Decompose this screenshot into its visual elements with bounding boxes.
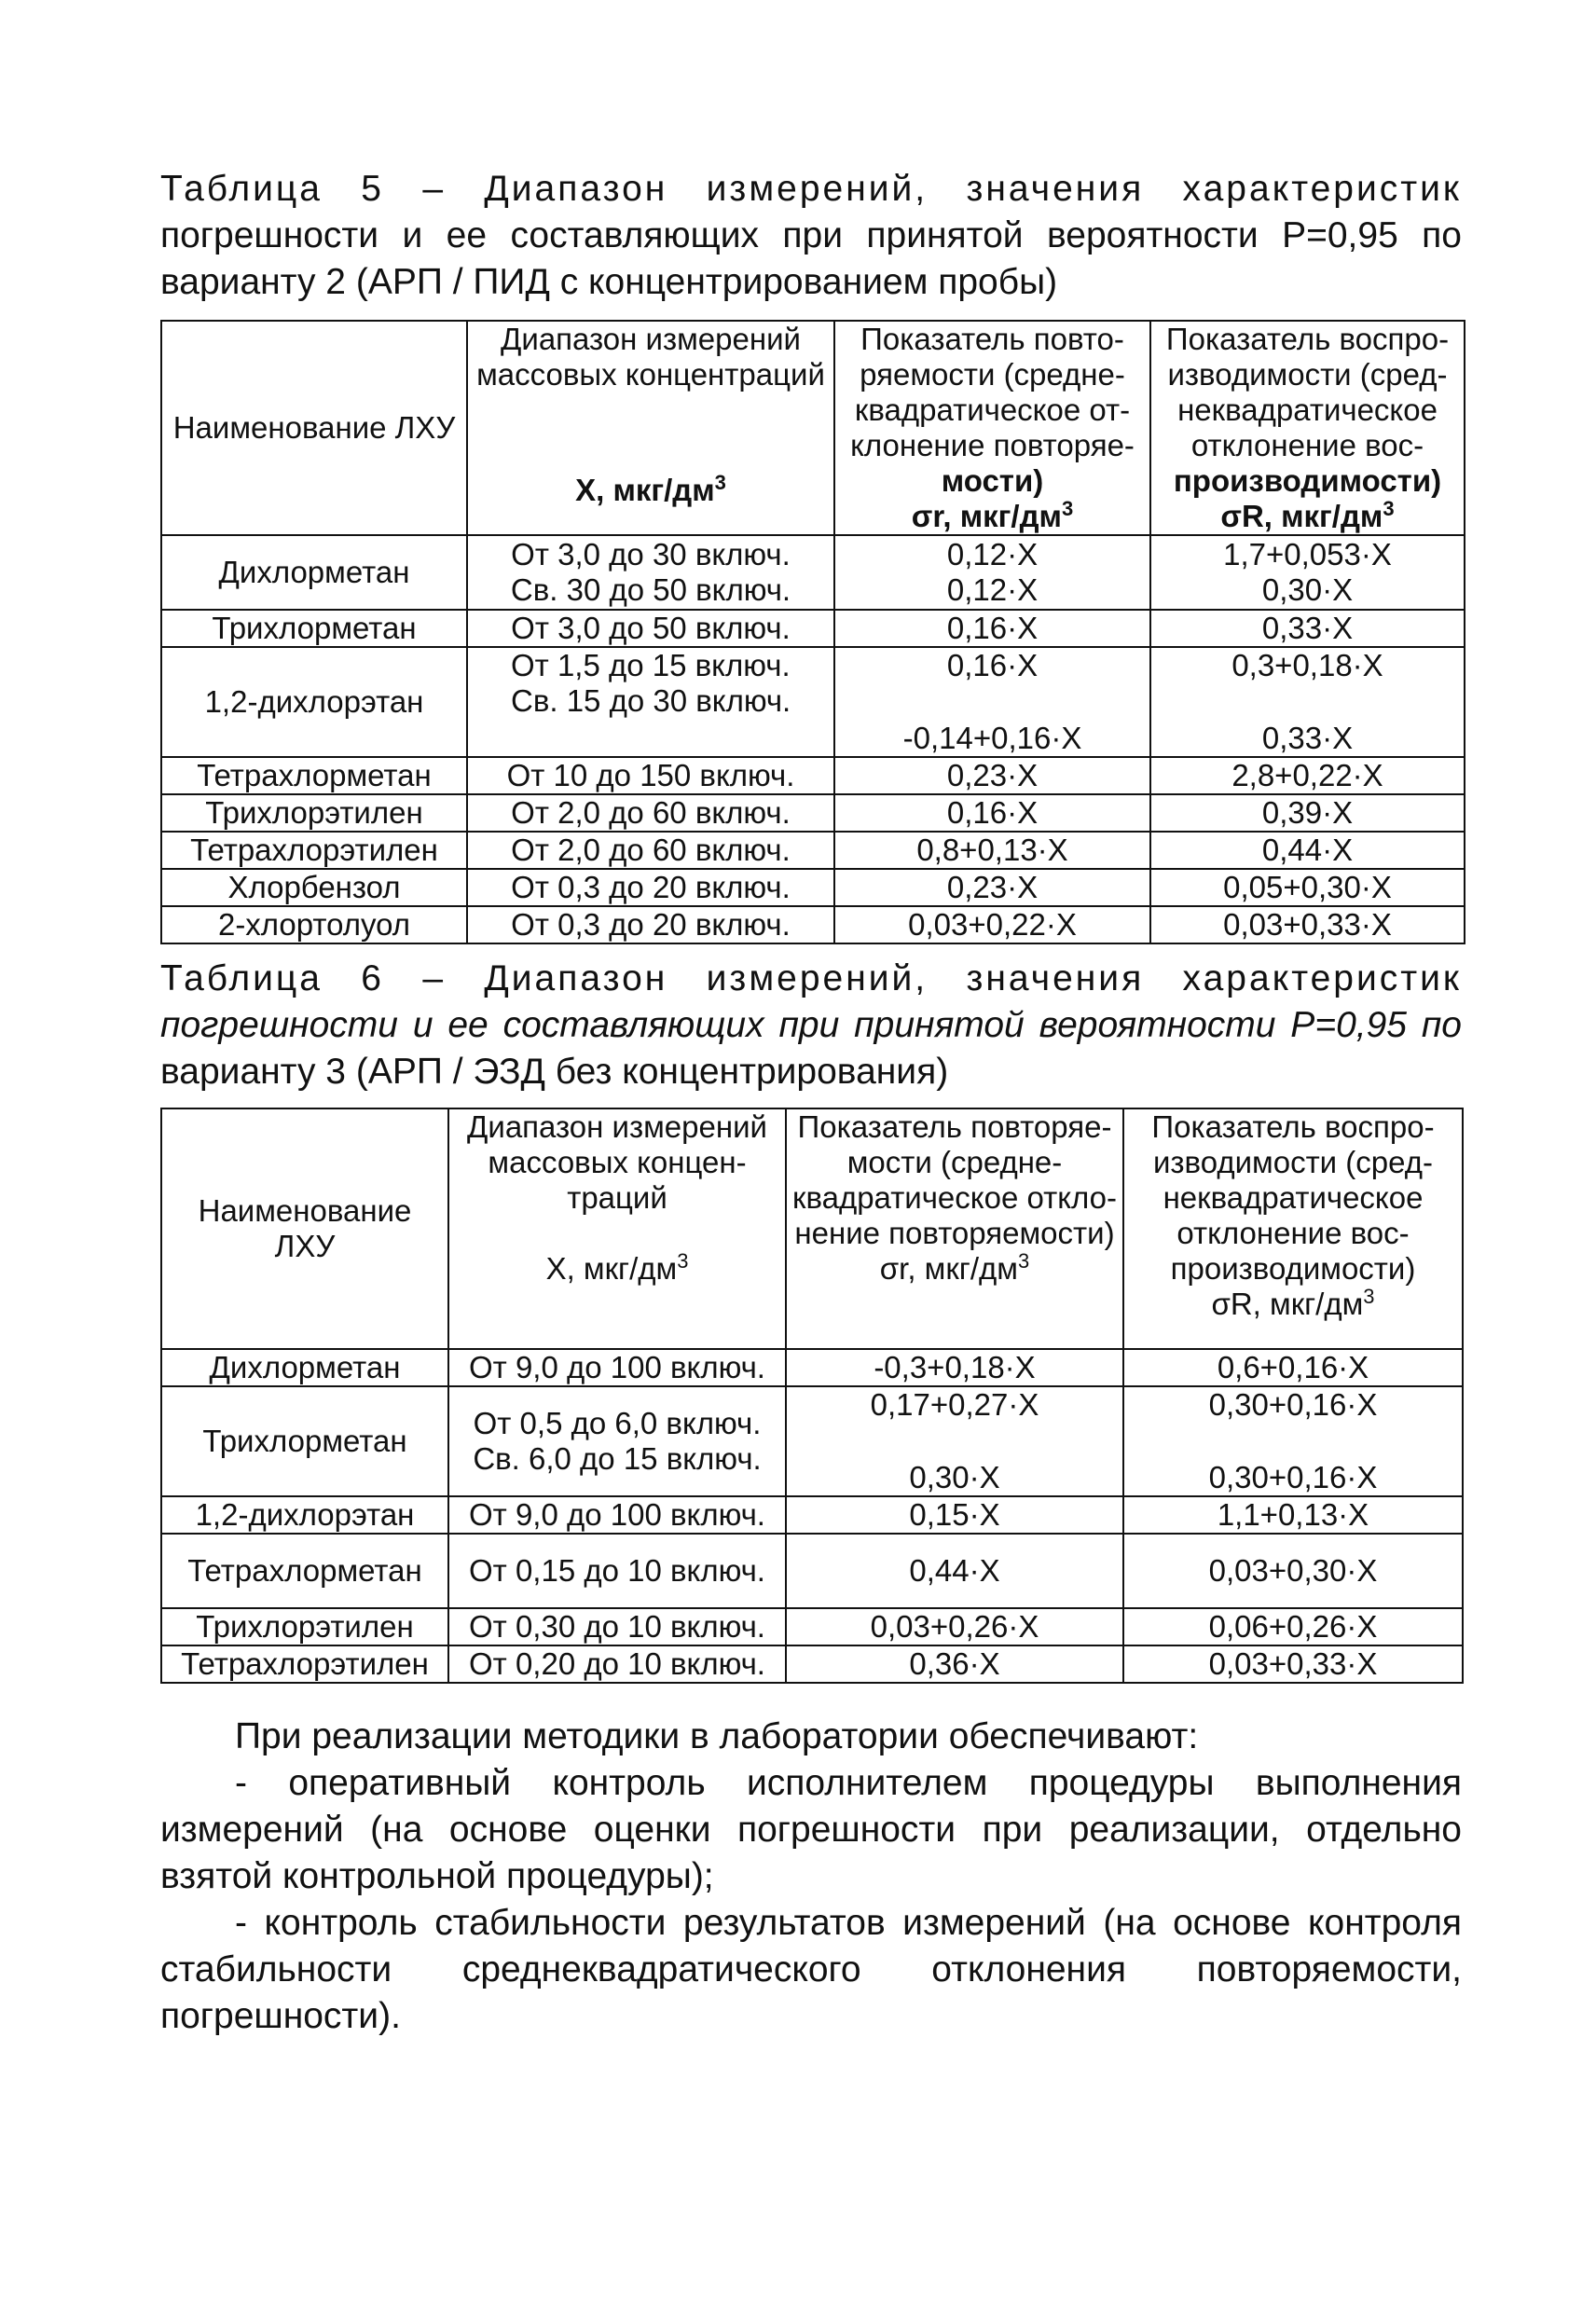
table5-caption-line-1: Таблица 5 – Диапазон измерений, значения характеристик — [160, 169, 1462, 209]
table6-r4-repeat: 0,44·X — [786, 1534, 1123, 1608]
header-line: Показатель повторяе- — [797, 1109, 1112, 1144]
table-row — [161, 869, 1465, 906]
table5-r8-range: От 0,3 до 20 включ. — [467, 906, 834, 943]
table5-r6-name: Тетрахлорэтилен — [161, 832, 467, 869]
table-row — [161, 1608, 1463, 1645]
cell-line: Св. 30 до 50 включ. — [510, 572, 791, 607]
cell-line: 0,30+0,16·X — [1208, 1460, 1378, 1494]
table5-r4-name: Тетрахлорметан — [161, 757, 467, 794]
header-unit-text: σR, мкг/дм — [1220, 499, 1383, 533]
table6-r1-name: Дихлорметан — [161, 1349, 448, 1386]
table6-caption-line-3: варианту 3 (АРП / ЭЗД без концентрирования) — [160, 1052, 949, 1092]
header-line: мости) — [941, 463, 1044, 498]
item1-line-1: - оперативный контроль исполнителем процедуры выполнения — [235, 1763, 1462, 1803]
spacer — [1155, 683, 1460, 721]
unit-exponent: 3 — [1061, 497, 1074, 520]
table6-header-name — [161, 1108, 448, 1349]
table5-r1-repeat — [834, 535, 1150, 610]
table5-header-row — [161, 321, 1465, 535]
table6-r6-reprod: 0,03+0,33·X — [1123, 1645, 1463, 1683]
table-row — [161, 647, 1465, 757]
table5-caption-line-2: погрешности и ее составляющих при принятой вероятности Р=0,95 по — [160, 215, 1462, 255]
table6-r3-reprod: 1,1+0,13·X — [1123, 1496, 1463, 1534]
table5-r7-name: Хлорбензол — [161, 869, 467, 906]
table5-r3-reprod — [1150, 647, 1465, 757]
header-line: мости (средне- — [846, 1145, 1063, 1179]
spacer — [839, 683, 1146, 721]
header-unit-text: σr, мкг/дм — [911, 499, 1062, 533]
header-line: изводимости (сред- — [1152, 1145, 1433, 1179]
table6-header-repeat — [786, 1108, 1123, 1349]
table5-r3-name: 1,2-дихлорэтан — [161, 647, 467, 757]
table6-r4-range: От 0,15 до 10 включ. — [448, 1534, 786, 1608]
header-line: квадратическое откло- — [792, 1180, 1117, 1215]
table6-header-reprod — [1123, 1108, 1463, 1349]
table6-r4-reprod: 0,03+0,30·X — [1123, 1534, 1463, 1608]
header-line: Показатель воспро- — [1165, 322, 1450, 356]
header-line: Диапазон измерений — [467, 1109, 767, 1144]
cell-line: 0,17+0,27·X — [870, 1387, 1039, 1422]
header-line: отклонение вос- — [1176, 1216, 1410, 1250]
table5-r2-repeat: 0,16·X — [834, 610, 1150, 647]
table5-r2-name: Трихлорметан — [161, 610, 467, 647]
spacer — [1128, 1423, 1458, 1460]
item2-line-3: погрешности). — [160, 1996, 401, 2036]
table-row — [161, 1349, 1463, 1386]
table6-caption-line-2: погрешности и ее составляющих при принятой вероятности Р=0,95 по — [160, 1005, 1462, 1045]
table6-r5-reprod: 0,06+0,26·X — [1123, 1608, 1463, 1645]
header-unit-text: σr, мкг/дм — [879, 1251, 1018, 1286]
table6-caption-line-1: Таблица 6 – Диапазон измерений, значения характеристик — [160, 958, 1462, 998]
table5-r2-reprod: 0,33·X — [1150, 610, 1465, 647]
table6-r5-range: От 0,30 до 10 включ. — [448, 1608, 786, 1645]
table5-r7-range: От 0,3 до 20 включ. — [467, 869, 834, 906]
table-row — [161, 1496, 1463, 1534]
header-line: нение повторяемости) — [794, 1216, 1115, 1250]
table5-r3-range — [467, 647, 834, 757]
table5-r2-range: От 3,0 до 50 включ. — [467, 610, 834, 647]
table5-r6-repeat: 0,8+0,13·X — [834, 832, 1150, 869]
table6-r1-range: От 9,0 до 100 включ. — [448, 1349, 786, 1386]
header-unit-line — [453, 1251, 781, 1287]
table5-r7-repeat: 0,23·X — [834, 869, 1150, 906]
table5-header-range — [467, 321, 834, 535]
header-unit-line — [791, 1251, 1119, 1287]
table6-r5-repeat: 0,03+0,26·X — [786, 1608, 1123, 1645]
table6-r6-name: Тетрахлорэтилен — [161, 1645, 448, 1683]
table5-r5-name: Трихлорэтилен — [161, 794, 467, 832]
table5-r5-repeat: 0,16·X — [834, 794, 1150, 832]
table5-caption-line-3: варианту 2 (АРП / ПИД с концентрированием пробы) — [160, 262, 1058, 302]
table6-r3-range: От 9,0 до 100 включ. — [448, 1496, 786, 1534]
cell-line: 0,30+0,16·X — [1208, 1387, 1378, 1422]
header-line: Показатель воспро- — [1151, 1109, 1435, 1144]
unit-exponent: 3 — [1363, 1285, 1375, 1308]
table6-header-row — [161, 1108, 1463, 1349]
table5-r3-repeat — [834, 647, 1150, 757]
header-unit-line — [472, 473, 830, 508]
cell-line: 1,7+0,053·X — [1223, 537, 1392, 571]
table6-r1-reprod: 0,6+0,16·X — [1123, 1349, 1463, 1386]
header-line: траций — [567, 1180, 667, 1215]
intro-paragraph: При реализации методики в лаборатории обеспечивают: — [235, 1716, 1199, 1756]
unit-exponent: 3 — [1383, 497, 1395, 520]
table6-r4-name: Тетрахлорметан — [161, 1534, 448, 1608]
table6-header-range — [448, 1108, 786, 1349]
table6-r3-repeat: 0,15·X — [786, 1496, 1123, 1534]
header-line: Наименование — [198, 1193, 412, 1228]
table5-r5-reprod: 0,39·X — [1150, 794, 1465, 832]
header-unit-text: σR, мкг/дм — [1211, 1287, 1364, 1321]
cell-line: 0,30·X — [1261, 572, 1354, 607]
cell-line: 0,12·X — [946, 537, 1039, 571]
table5-r8-reprod: 0,03+0,33·X — [1150, 906, 1465, 943]
table5-header-repeat — [834, 321, 1150, 535]
item1-line-3: взятой контрольной процедуры); — [160, 1856, 714, 1896]
table6-r5-name: Трихлорэтилен — [161, 1608, 448, 1645]
table6-r2-repeat — [786, 1386, 1123, 1496]
table5-r4-range: От 10 до 150 включ. — [467, 757, 834, 794]
header-line: производимости) — [1170, 1251, 1416, 1286]
table5-r1-reprod — [1150, 535, 1465, 610]
cell-line: Св. 15 до 30 включ. — [511, 683, 791, 718]
cell-line: 0,33·X — [1261, 721, 1354, 755]
table6-r3-name: 1,2-дихлорэтан — [161, 1496, 448, 1534]
table6-r2-range — [448, 1386, 786, 1496]
table6 — [160, 1108, 1464, 1684]
unit-exponent: 3 — [714, 471, 726, 494]
cell-line: 0,12·X — [946, 572, 1039, 607]
table5-r8-repeat: 0,03+0,22·X — [834, 906, 1150, 943]
table5 — [160, 320, 1465, 944]
header-unit-line — [839, 499, 1146, 534]
header-line: ряемости (средне- — [860, 357, 1125, 392]
header-line: Диапазон измерений — [501, 322, 801, 356]
header-unit-line — [1128, 1287, 1458, 1322]
header-line: квадратическое от- — [854, 392, 1131, 427]
table5-r8-name: 2-хлортолуол — [161, 906, 467, 943]
header-line: неквадратическое — [1177, 392, 1438, 427]
table-row — [161, 832, 1465, 869]
table6-r1-repeat: -0,3+0,18·X — [786, 1349, 1123, 1386]
table-row — [161, 1645, 1463, 1683]
table6-r6-range: От 0,20 до 10 включ. — [448, 1645, 786, 1683]
table-row — [161, 1386, 1463, 1496]
cell-line: От 1,5 до 15 включ. — [511, 648, 791, 682]
table5-header-name: Наименование ЛХУ — [161, 321, 467, 535]
table-row — [161, 906, 1465, 943]
header-line: массовых концентраций — [476, 357, 825, 392]
spacer — [791, 1423, 1119, 1460]
table5-r7-reprod: 0,05+0,30·X — [1150, 869, 1465, 906]
item2-line-2: стабильности среднеквадратического отклонения повторяемости, — [160, 1949, 1462, 1989]
table6-r2-reprod — [1123, 1386, 1463, 1496]
table5-header-reprod — [1150, 321, 1465, 535]
table6-r6-repeat: 0,36·X — [786, 1645, 1123, 1683]
table-row — [161, 610, 1465, 647]
table5-r1-name: Дихлорметан — [161, 535, 467, 610]
item1-line-2: измерений (на основе оценки погрешности при реализации, отдельно — [160, 1810, 1462, 1850]
cell-line: -0,14+0,16·X — [902, 721, 1082, 755]
header-line: клонение повторяе- — [850, 428, 1135, 462]
table5-r6-range: От 2,0 до 60 включ. — [467, 832, 834, 869]
header-line: производимости) — [1173, 463, 1442, 498]
unit-exponent: 3 — [677, 1249, 689, 1273]
header-unit-text: X, мкг/дм — [575, 473, 715, 507]
unit-exponent: 3 — [1017, 1249, 1030, 1273]
table-row — [161, 757, 1465, 794]
header-line: изводимости (сред- — [1167, 357, 1448, 392]
table-row — [161, 794, 1465, 832]
header-line: Показатель повто- — [860, 322, 1124, 356]
header-line: отклонение вос- — [1190, 428, 1424, 462]
cell-line: 0,3+0,18·X — [1231, 648, 1383, 682]
table5-r1-range — [467, 535, 834, 610]
table5-r6-reprod: 0,44·X — [1150, 832, 1465, 869]
header-line: массовых концен- — [488, 1145, 747, 1179]
table-row — [161, 1534, 1463, 1608]
cell-line: От 3,0 до 30 включ. — [511, 537, 791, 571]
table-row — [161, 535, 1465, 610]
cell-line: 0,16·X — [946, 648, 1039, 682]
cell-line: Св. 6,0 до 15 включ. — [473, 1441, 762, 1476]
table5-r5-range: От 2,0 до 60 включ. — [467, 794, 834, 832]
table5-r4-reprod: 2,8+0,22·X — [1150, 757, 1465, 794]
cell-line: От 0,5 до 6,0 включ. — [473, 1406, 762, 1440]
body-text — [160, 1714, 1462, 2040]
table5-r4-repeat: 0,23·X — [834, 757, 1150, 794]
table6-caption — [160, 956, 1462, 1095]
table5-caption — [160, 166, 1462, 306]
cell-line: 0,30·X — [909, 1460, 1000, 1494]
header-unit-line — [1155, 499, 1460, 534]
header-unit-text: X, мкг/дм — [545, 1251, 678, 1286]
item2-line-1: - контроль стабильности результатов измерений (на основе контроля — [235, 1903, 1462, 1943]
spacer — [472, 392, 830, 430]
header-line: ЛХУ — [274, 1229, 336, 1263]
header-line: неквадратическое — [1163, 1180, 1424, 1215]
table6-r2-name: Трихлорметан — [161, 1386, 448, 1496]
